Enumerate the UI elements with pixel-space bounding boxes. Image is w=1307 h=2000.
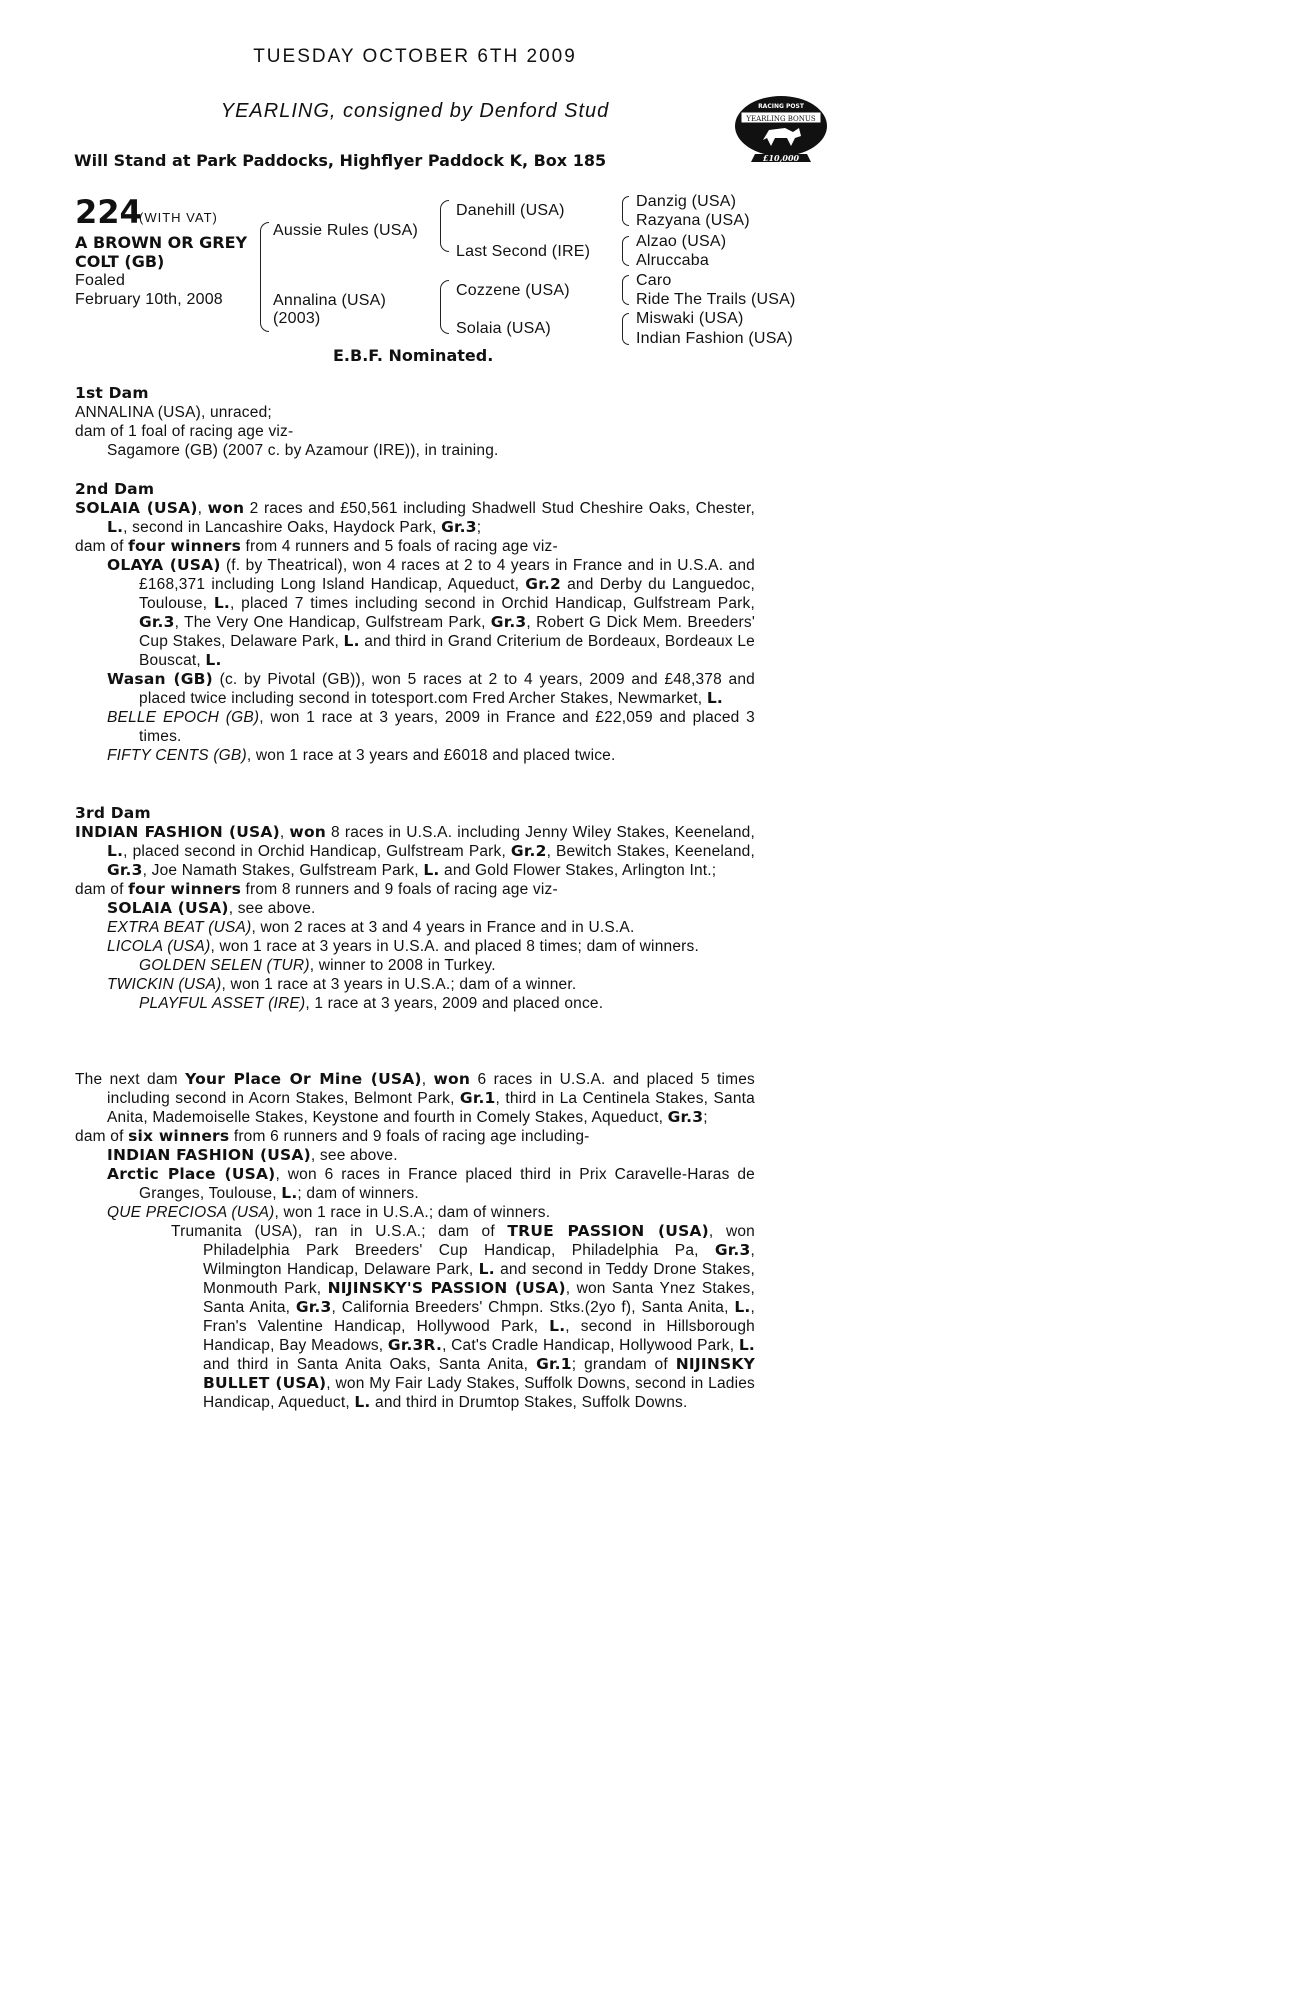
lot-description-line1: A BROWN OR GREY: [75, 233, 248, 252]
pedigree-g2: Razyana (USA): [636, 212, 750, 229]
pedigree-sire-sire: Danehill (USA): [456, 202, 565, 219]
foaled-date: February 10th, 2008: [75, 291, 223, 308]
yearling-bonus-logo: [733, 92, 829, 166]
pedigree-brace-dam: [440, 280, 449, 334]
pedigree-brace-g1: [622, 196, 629, 226]
next-dam-section: [75, 1070, 755, 1412]
next-dam-your-place-or-mine: The next dam Your Place Or Mine (USA), won 6 races in U.S.A. and placed 5 times including second in Acorn Stakes, Belmont Park, Gr.1, third in La Centinela Stakes, Santa Anita, Mademoiselle Stakes, Keystone and fourth in Comely Stakes, Aqueduct, Gr.3;: [75, 1070, 756, 1126]
next-dam-produce-summary: dam of six winners from 6 runners and 9 foals of racing age including-: [75, 1127, 590, 1145]
third-dam-solaia: SOLAIA (USA), see above.: [107, 899, 316, 917]
foaled-label: Foaled: [75, 272, 126, 289]
third-dam-playful-asset: PLAYFUL ASSET (IRE), 1 race at 3 years, 2009 and placed once.: [139, 995, 604, 1012]
third-dam-heading: 3rd Dam: [75, 804, 151, 822]
pedigree-g6: Ride The Trails (USA): [636, 291, 796, 308]
foaled-info: [75, 271, 223, 309]
pedigree-dam: Annalina (USA): [273, 292, 387, 309]
stand-location: Will Stand at Park Paddocks, Highflyer Paddock K, Box 185: [74, 151, 607, 170]
pedigree-g7: Miswaki (USA): [636, 310, 744, 327]
pedigree-g4: Alruccaba: [636, 252, 709, 269]
third-dam-golden-selen: GOLDEN SELEN (TUR), winner to 2008 in Turkey.: [139, 957, 496, 974]
first-dam-line1: ANNALINA (USA), unraced;: [75, 404, 272, 421]
next-dam-indian-fashion: INDIAN FASHION (USA), see above.: [107, 1146, 398, 1164]
pedigree-dam-year: (2003): [273, 310, 321, 327]
next-dam-que-preciosa: QUE PRECIOSA (USA), won 1 race in U.S.A.; dam of winners.: [107, 1204, 551, 1221]
first-dam-heading: 1st Dam: [75, 384, 149, 402]
next-dam-trumanita: Trumanita (USA), ran in U.S.A.; dam of TRUE PASSION (USA), won Philadelphia Park Breeders' Cup Handicap, Philadelphia Pa, Gr.3, Wilmington Handicap, Delaware Park, L. and second in Teddy Drone Stakes, Monmouth Park, NIJINSKY'S PASSION (USA), won Santa Ynez Stakes, Santa Anita, Gr.3, California Breeders' Chmpn. Stks.(2yo f), Santa Anita, L., Fran's Valentine Handicap, Hollywood Park, L., second in Hillsborough Handicap, Bay Meadows, Gr.3R., Cat's Cradle Handicap, Hollywood Park, L. and third in Santa Anita Oaks, Santa Anita, Gr.1; grandam of NIJINSKY BULLET (USA), won My Fair Lady Stakes, Suffolk Downs, second in Ladies Handicap, Aqueduct, L. and third in Drumtop Stakes, Suffolk Downs.: [171, 1222, 756, 1411]
pedigree-brace-main: [260, 222, 269, 332]
lot-number: 224: [75, 193, 142, 231]
pedigree-brace-g3: [622, 275, 629, 305]
vat-note: (WITH VAT): [139, 210, 218, 225]
second-dam-solaia: SOLAIA (USA), won 2 races and £50,561 including Shadwell Stud Cheshire Oaks, Chester, L., second in Lancashire Oaks, Haydock Park, Gr.3;: [75, 499, 755, 536]
third-dam-section: [75, 804, 755, 1013]
second-dam-fifty-cents: FIFTY CENTS (GB), won 1 race at 3 years and £6018 and placed twice.: [107, 747, 616, 764]
lot-description: [75, 233, 247, 271]
consignment-line: YEARLING, consigned by Denford Stud: [220, 100, 610, 122]
pedigree-sire-dam: Last Second (IRE): [456, 243, 591, 260]
second-dam-belle-epoch: BELLE EPOCH (GB), won 1 race at 3 years, 2009 in France and £22,059 and placed 3 times.: [107, 709, 755, 745]
pedigree-brace-g2: [622, 236, 629, 266]
next-dam-arctic-place: Arctic Place (USA), won 6 races in France placed third in Prix Caravelle-Haras de Granges, Toulouse, L.; dam of winners.: [107, 1165, 755, 1202]
pedigree-brace-g4: [622, 313, 629, 345]
pedigree-g8: Indian Fashion (USA): [636, 330, 793, 347]
third-dam-produce-summary: dam of four winners from 8 runners and 9 foals of racing age viz-: [75, 880, 558, 898]
logo-middle-text: YEARLING BONUS: [746, 115, 816, 123]
sale-date: TUESDAY OCTOBER 6TH 2009: [253, 46, 577, 67]
pedigree-g3: Alzao (USA): [636, 233, 727, 250]
third-dam-twickin: TWICKIN (USA), won 1 race at 3 years in U.S.A.; dam of a winner.: [107, 976, 577, 993]
second-dam-heading: 2nd Dam: [75, 480, 155, 498]
third-dam-licola: LICOLA (USA), won 1 race at 3 years in U.S.A. and placed 8 times; dam of winners.: [107, 938, 699, 955]
pedigree-dam-sire: Cozzene (USA): [456, 282, 570, 299]
third-dam-extra-beat: EXTRA BEAT (USA), won 2 races at 3 and 4 years in France and in U.S.A.: [107, 919, 635, 936]
first-dam-line3: Sagamore (GB) (2007 c. by Azamour (IRE)), in training.: [107, 442, 499, 459]
pedigree-g1: Danzig (USA): [636, 193, 737, 210]
logo-amount: £10,000: [762, 153, 800, 163]
second-dam-olaya: OLAYA (USA) (f. by Theatrical), won 4 races at 2 to 4 years in France and in U.S.A. and £168,371 including Long Island Handicap, Aqueduct, Gr.2 and Derby du Languedoc, Toulouse, L., placed 7 times including second in Orchid Handicap, Gulfstream Park, Gr.3, The Very One Handicap, Gulfstream Park, Gr.3, Robert G Dick Mem. Breeders' Cup Stakes, Delaware Park, L. and third in Grand Criterium de Bordeaux, Bordeaux Le Bouscat, L.: [107, 556, 755, 669]
pedigree-dam-dam: Solaia (USA): [456, 320, 551, 337]
pedigree-sire: Aussie Rules (USA): [273, 222, 418, 239]
logo-top-text: RACING POST: [758, 103, 804, 110]
pedigree-g5: Caro: [636, 272, 672, 289]
third-dam-indian-fashion: INDIAN FASHION (USA), won 8 races in U.S.A. including Jenny Wiley Stakes, Keeneland, L., placed second in Orchid Handicap, Gulfstream Park, Gr.2, Bewitch Stakes, Keeneland, Gr.3, Joe Namath Stakes, Gulfstream Park, L. and Gold Flower Stakes, Arlington Int.;: [75, 823, 755, 879]
second-dam-wasan: Wasan (GB) (c. by Pivotal (GB)), won 5 races at 2 to 4 years, 2009 and £48,378 and placed twice including second in totesport.com Fred Archer Stakes, Newmarket, L.: [107, 670, 756, 707]
ebf-nominated: E.B.F. Nominated.: [333, 346, 494, 365]
second-dam-produce-summary: dam of four winners from 4 runners and 5 foals of racing age viz-: [75, 537, 558, 555]
pedigree-brace-sire: [440, 200, 449, 252]
first-dam-line2: dam of 1 foal of racing age viz-: [75, 423, 294, 440]
first-dam-section: [75, 384, 755, 460]
lot-description-line2: COLT (GB): [75, 252, 165, 271]
second-dam-section: [75, 480, 755, 765]
